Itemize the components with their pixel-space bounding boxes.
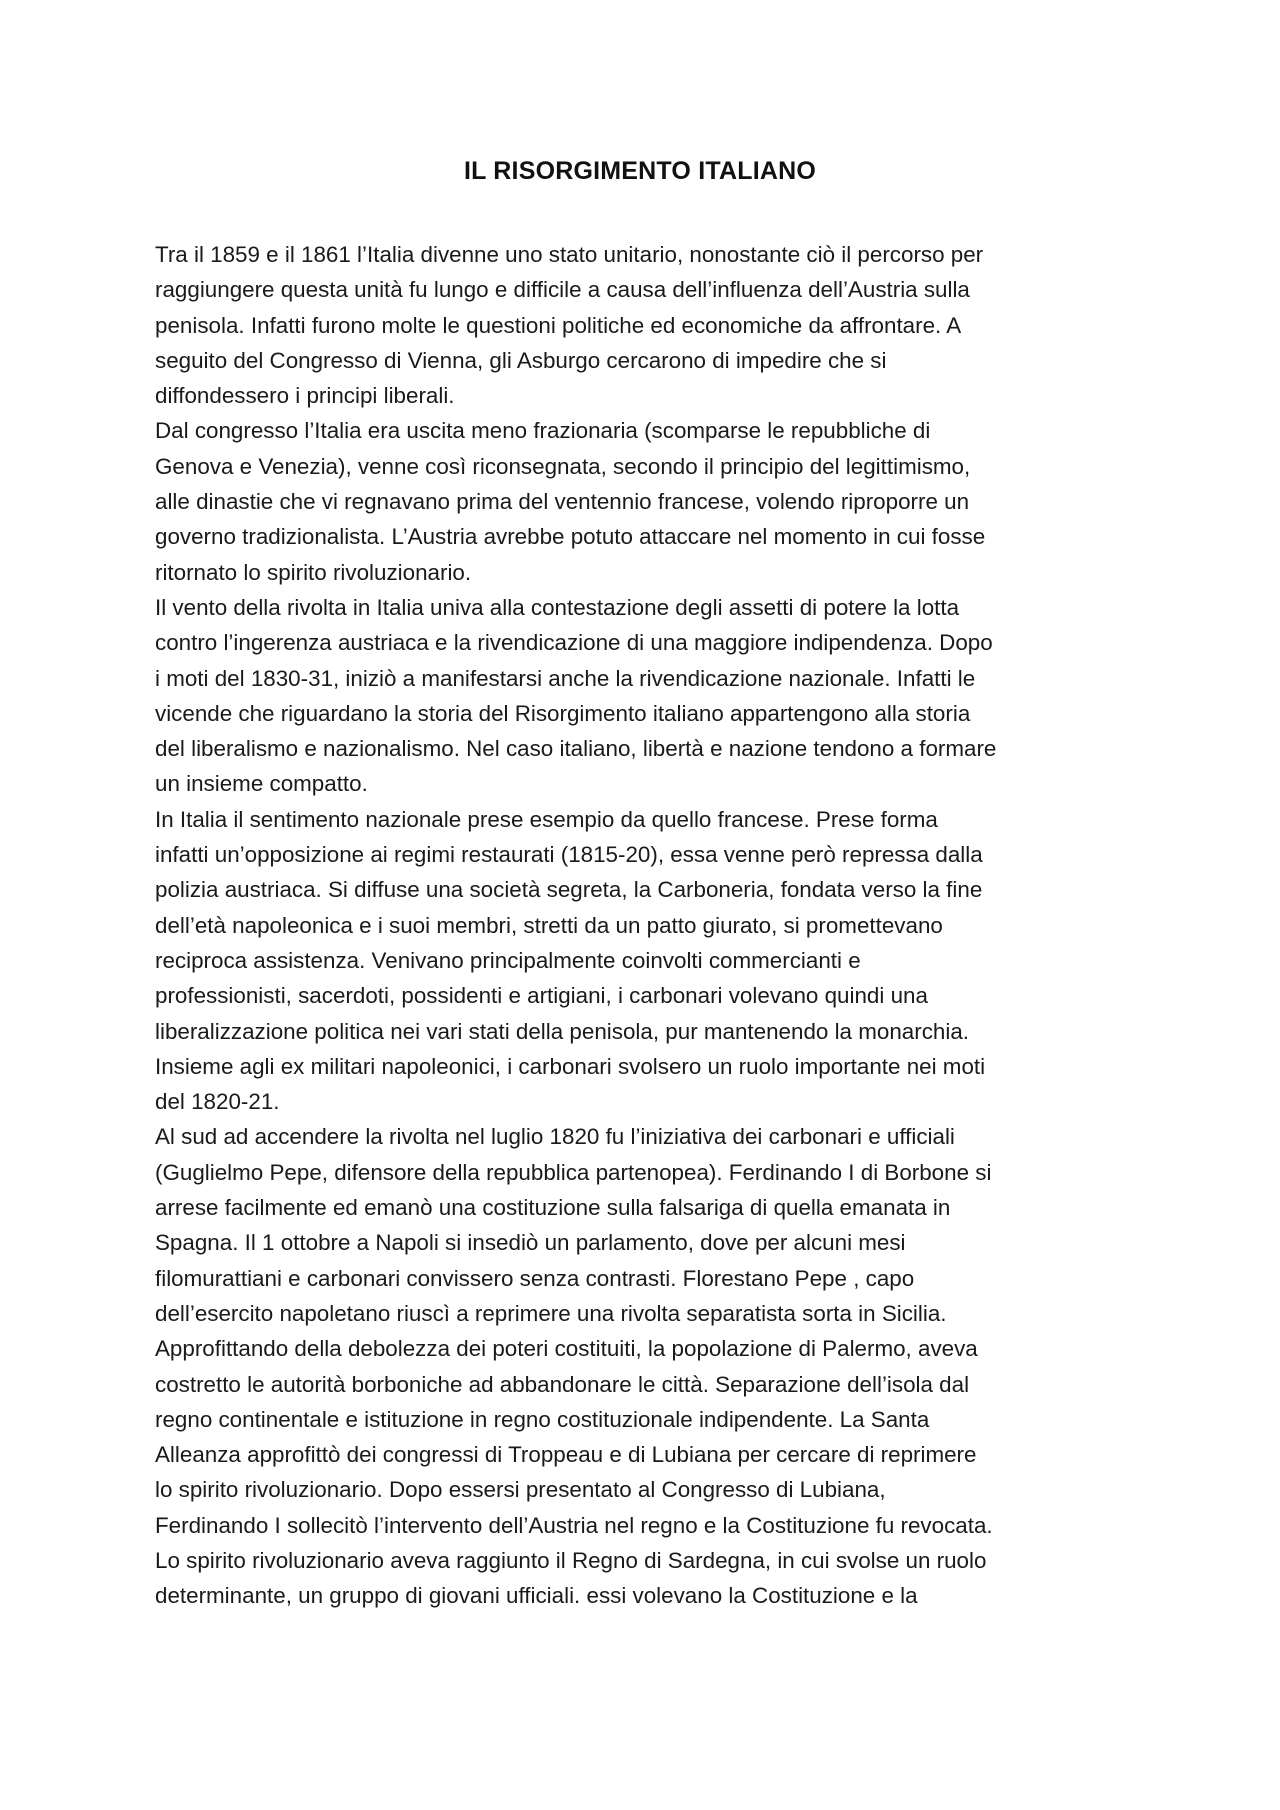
text-line: seguito del Congresso di Vienna, gli Asburgo cercarono di impedire che si (155, 347, 887, 373)
text-line: governo tradizionalista. L’Austria avrebbe potuto attaccare nel momento in cui fosse (155, 524, 986, 550)
text-line: Genova e Venezia), venne così riconsegnata, secondo il principio del legittimismo, (155, 453, 971, 479)
text-line: professionisti, sacerdoti, possidenti e artigiani, i carbonari volevano quindi una (155, 983, 928, 1009)
text-line: liberalizzazione politica nei vari stati della penisola, pur mantenendo la monarchia. (155, 1018, 969, 1044)
text-line: Al sud ad accendere la rivolta nel luglio 1820 fu l’iniziativa dei carbonari e ufficiali (155, 1124, 955, 1150)
text-line: reciproca assistenza. Venivano principalmente coinvolti commercianti e (155, 947, 861, 973)
text-line: (Guglielmo Pepe, difensore della repubblica partenopea). Ferdinando I di Borbone si (155, 1159, 992, 1185)
text-line: raggiungere questa unità fu lungo e difficile a causa dell’influenza dell’Austria sulla (155, 277, 970, 303)
text-line: i moti del 1830-31, iniziò a manifestarsi anche la rivendicazione nazionale. Infatti le (155, 665, 976, 691)
text-line: vicende che riguardano la storia del Risorgimento italiano appartengono alla storia (155, 700, 971, 726)
text-line: lo spirito rivoluzionario. Dopo essersi presentato al Congresso di Lubiana, (155, 1477, 886, 1503)
text-line: polizia austriaca. Si diffuse una società segreta, la Carboneria, fondata verso la fine (155, 877, 983, 903)
text-line: In Italia il sentimento nazionale prese esempio da quello francese. Prese forma (155, 806, 938, 832)
text-line: Insieme agli ex militari napoleonici, i carbonari svolsero un ruolo importante nei moti (155, 1053, 986, 1079)
text-line: Alleanza approfittò dei congressi di Troppeau e di Lubiana per cercare di reprimere (155, 1442, 977, 1468)
text-line: Ferdinando I sollecitò l’intervento dell’Austria nel regno e la Costituzione fu revocata. (155, 1512, 993, 1538)
text-line: penisola. Infatti furono molte le questioni politiche ed economiche da affrontare. A (155, 312, 962, 338)
text-line: alle dinastie che vi regnavano prima del ventennio francese, volendo riproporre un (155, 489, 970, 515)
document-title: IL RISORGIMENTO ITALIANO (463, 157, 817, 185)
text-line: dell’età napoleonica e i suoi membri, stretti da un patto giurato, si promettevano (155, 912, 943, 938)
text-line: diffondessero i principi liberali. (155, 383, 455, 409)
text-line: Tra il 1859 e il 1861 l’Italia divenne uno stato unitario, nonostante ciò il percorso per (155, 242, 984, 267)
text-line: determinante, un gruppo di giovani ufficiali. essi volevano la Costituzione e la (155, 1583, 918, 1609)
text-line: ritornato lo spirito rivoluzionario. (155, 559, 472, 585)
text-line: del liberalismo e nazionalismo. Nel caso italiano, libertà e nazione tendono a formare (155, 736, 997, 762)
text-line: Spagna. Il 1 ottobre a Napoli si insediò un parlamento, dove per alcuni mesi (155, 1230, 906, 1256)
document-body (155, 237, 1135, 1614)
text-line: Approfittando della debolezza dei poteri costituiti, la popolazione di Palermo, aveva (155, 1336, 978, 1362)
text-line: Lo spirito rivoluzionario aveva raggiunto il Regno di Sardegna, in cui svolse un ruolo (155, 1547, 987, 1573)
text-line: filomurattiani e carbonari convissero senza contrasti. Florestano Pepe , capo (155, 1265, 915, 1291)
text-line: infatti un’opposizione ai regimi restaurati (1815-20), essa venne però repressa dalla (155, 842, 983, 868)
text-line: contro l’ingerenza austriaca e la rivendicazione di una maggiore indipendenza. Dopo (155, 630, 993, 656)
text-line: un insieme compatto. (155, 771, 368, 797)
text-line: costretto le autorità borboniche ad abbandonare le città. Separazione dell’isola dal (155, 1371, 970, 1397)
text-line: regno continentale e istituzione in regno costituzionale indipendente. La Santa (155, 1406, 930, 1432)
text-line: arrese facilmente ed emanò una costituzione sulla falsariga di quella emanata in (155, 1195, 951, 1221)
text-line: del 1820-21. (155, 1089, 280, 1115)
text-line: Il vento della rivolta in Italia univa alla contestazione degli assetti di potere la lotta (155, 594, 960, 620)
text-line: dell’esercito napoletano riuscì a reprimere una rivolta separatista sorta in Sicilia. (155, 1300, 947, 1326)
text-line: Dal congresso l’Italia era uscita meno frazionaria (scomparse le repubbliche di (155, 418, 931, 444)
